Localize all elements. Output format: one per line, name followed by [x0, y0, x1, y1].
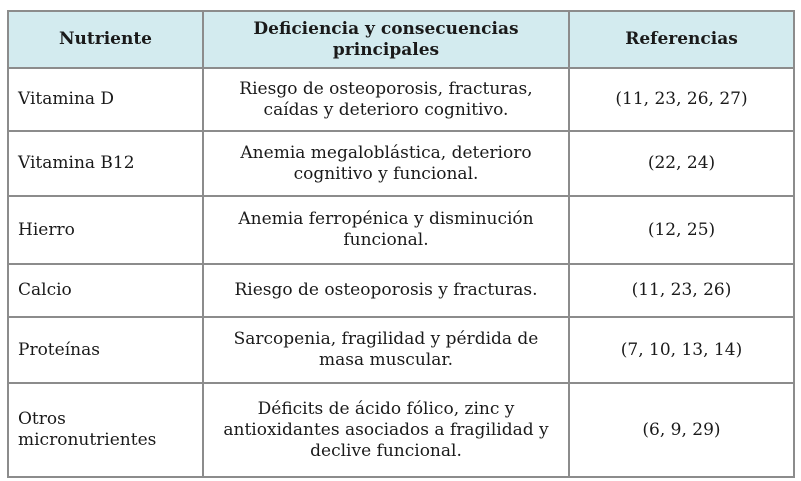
nutrient-cell: Vitamina B12	[8, 131, 203, 196]
nutrient-cell: Otros micronutrientes	[8, 383, 203, 477]
deficiency-cell: Déficits de ácido fólico, zinc y antioxidantes asociados a fragilidad y declive funcional.	[203, 383, 569, 477]
header-deficiencia: Deficiencia y consecuencias principales	[203, 11, 569, 68]
table-row	[8, 68, 794, 131]
references-cell: (11, 23, 26)	[569, 264, 794, 317]
deficiency-cell: Anemia ferropénica y disminución funcional.	[203, 196, 569, 264]
references-cell: (11, 23, 26, 27)	[569, 68, 794, 131]
references-cell: (6, 9, 29)	[569, 383, 794, 477]
nutrient-deficiency-table	[7, 10, 795, 478]
table-row	[8, 131, 794, 196]
table-row	[8, 196, 794, 264]
table-row	[8, 383, 794, 477]
nutrient-cell: Hierro	[8, 196, 203, 264]
deficiency-cell: Anemia megaloblástica, deterioro cognitivo y funcional.	[203, 131, 569, 196]
references-cell: (12, 25)	[569, 196, 794, 264]
header-referencias: Referencias	[569, 11, 794, 68]
references-cell: (22, 24)	[569, 131, 794, 196]
references-cell: (7, 10, 13, 14)	[569, 317, 794, 383]
table-row	[8, 317, 794, 383]
nutrient-cell: Vitamina D	[8, 68, 203, 131]
nutrient-cell: Calcio	[8, 264, 203, 317]
nutrient-cell: Proteínas	[8, 317, 203, 383]
header-nutriente: Nutriente	[8, 11, 203, 68]
table-header-row	[8, 11, 794, 68]
table-row	[8, 264, 794, 317]
deficiency-cell: Riesgo de osteoporosis y fracturas.	[203, 264, 569, 317]
deficiency-cell: Riesgo de osteoporosis, fracturas, caídas y deterioro cognitivo.	[203, 68, 569, 131]
deficiency-cell: Sarcopenia, fragilidad y pérdida de masa muscular.	[203, 317, 569, 383]
